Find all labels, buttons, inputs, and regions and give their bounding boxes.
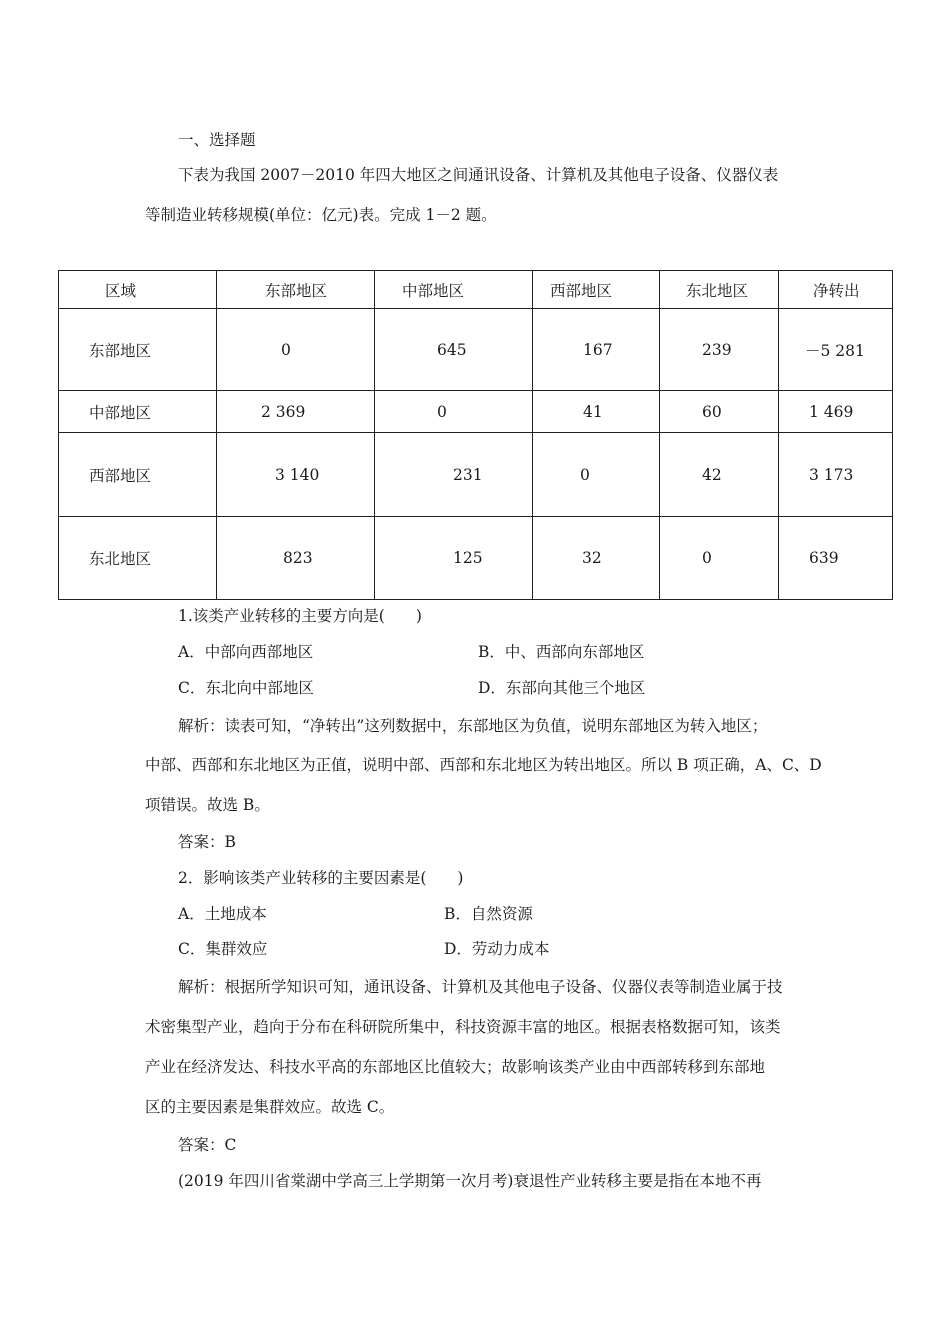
q1-answer: 答案：B [178,833,236,851]
q2-analysis-line-1: 解析：根据所学知识可知，通讯设备、计算机及其他电子设备、仪器仪表等制造业属于技 [178,978,783,996]
q2-analysis-line-3: 产业在经济发达、科技水平高的东部地区比值较大；故影响该类产业由中西部转移到东部地 [145,1058,766,1076]
q2-analysis-line-4: 区的主要因素是集群效应。故选 C。 [145,1098,395,1116]
table-row [59,517,893,600]
table-cell: 1 469 [779,391,893,433]
q1-analysis-line-2: 中部、西部和东北地区为正值，说明中部、西部和东北地区为转出地区。所以 B 项正确，A、C、D [145,756,822,774]
table-header-row [59,271,893,309]
table-cell: 231 [375,433,533,517]
table-cell: －5 281 [779,309,893,391]
table-row [59,391,893,433]
q1-analysis-line-3: 项错误。故选 B。 [145,796,270,814]
table-header-cell: 东部地区 [217,271,375,309]
table-cell: 东北地区 [59,517,217,600]
intro-line-2: 等制造业转移规模(单位：亿元)表。完成 1－2 题。 [145,206,497,224]
table-cell: 中部地区 [59,391,217,433]
table-cell: 645 [375,309,533,391]
table-cell: 0 [217,309,375,391]
table-row [59,433,893,517]
table-cell: 东部地区 [59,309,217,391]
q2-answer: 答案：C [178,1136,237,1154]
table-cell: 167 [533,309,660,391]
next-question-line: (2019 年四川省棠湖中学高三上学期第一次月考)衰退性产业转移主要是指在本地不再 [178,1172,762,1190]
q1-option-b: B．中、西部向东部地区 [478,643,645,661]
table-cell: 0 [375,391,533,433]
table-header-cell: 净转出 [779,271,893,309]
table-header-cell: 区域 [59,271,217,309]
q1-option-a: A．中部向西部地区 [178,643,314,661]
table-cell: 3 140 [217,433,375,517]
table-cell: 32 [533,517,660,600]
intro-line-1: 下表为我国 2007－2010 年四大地区之间通讯设备、计算机及其他电子设备、仪器仪表 [178,166,779,184]
table-cell: 42 [660,433,779,517]
table-cell: 639 [779,517,893,600]
table-cell: 60 [660,391,779,433]
q1-stem: 1.该类产业转移的主要方向是( ) [178,607,422,625]
table-cell: 2 369 [217,391,375,433]
table-cell: 0 [533,433,660,517]
table-header-cell: 中部地区 [375,271,533,309]
table-cell: 3 173 [779,433,893,517]
table-cell: 西部地区 [59,433,217,517]
table-cell: 823 [217,517,375,600]
table-cell: 125 [375,517,533,600]
q1-analysis-line-1: 解析：读表可知，“净转出”这列数据中，东部地区为负值，说明东部地区为转入地区； [178,717,768,735]
table-cell: 0 [660,517,779,600]
q2-option-d: D．劳动力成本 [444,940,550,958]
q2-stem: 2．影响该类产业转移的主要因素是( ) [178,869,464,887]
transfer-table [58,270,893,600]
table-header-cell: 东北地区 [660,271,779,309]
table-cell: 41 [533,391,660,433]
section-heading: 一、选择题 [178,131,256,149]
q2-option-b: B．自然资源 [444,905,533,923]
q1-option-d: D．东部向其他三个地区 [478,679,646,697]
table-cell: 239 [660,309,779,391]
q2-option-a: A．土地成本 [178,905,267,923]
table-header-cell: 西部地区 [533,271,660,309]
q2-analysis-line-2: 术密集型产业，趋向于分布在科研院所集中，科技资源丰富的地区。根据表格数据可知，该类 [145,1018,781,1036]
q2-option-c: C．集群效应 [178,940,268,958]
q1-option-c: C．东北向中部地区 [178,679,314,697]
table-row [59,309,893,391]
